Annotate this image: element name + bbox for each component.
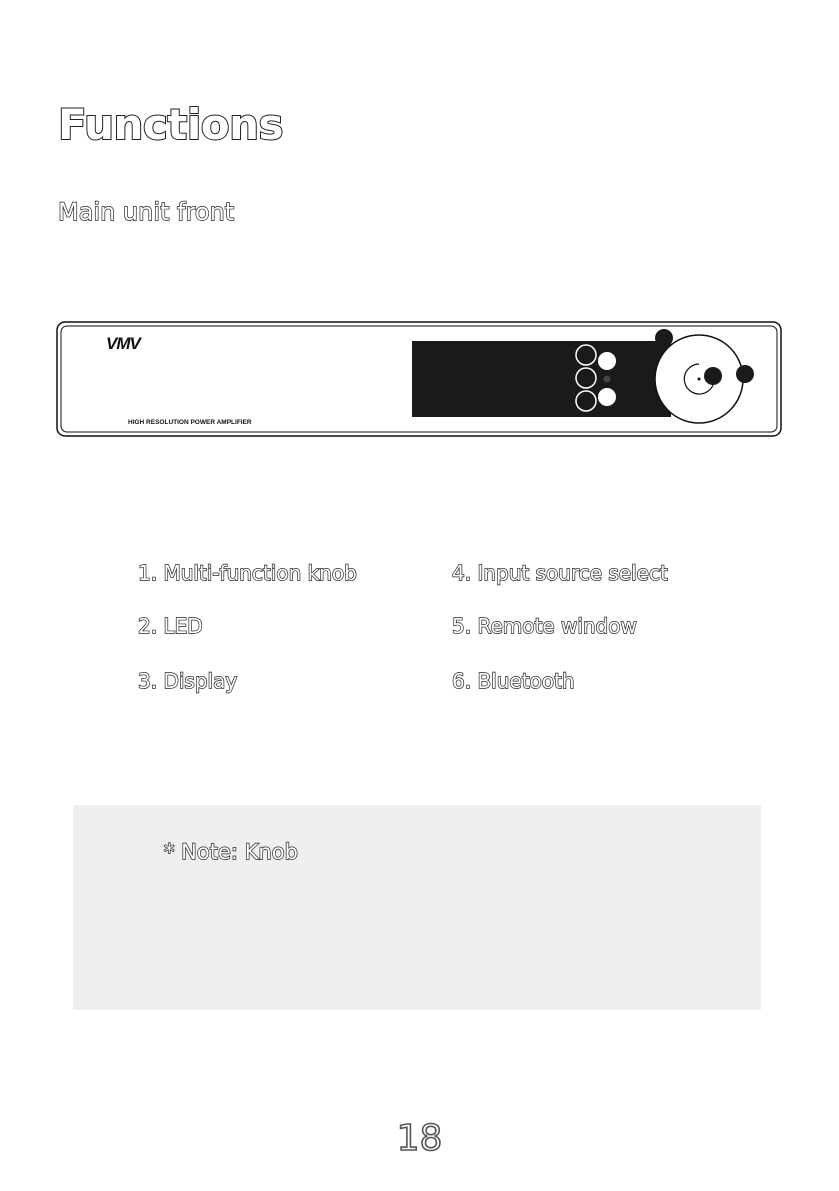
page-title: Functions [58,100,284,149]
callout-marker-6 [736,365,754,383]
function-item-3: 3. Display [138,669,238,693]
callout-marker-1 [704,367,722,385]
function-item-1: 1. Multi-function knob [138,561,357,585]
brand-logo: VMV [106,334,140,353]
callout-marker-5 [598,388,616,406]
amplifier-front-illustration [56,321,782,437]
section-subtitle: Main unit front [58,198,235,226]
input-source-button-1 [576,345,596,365]
note-panel [73,805,761,1010]
function-item-5: 5. Remote window [452,614,637,638]
input-source-button-3 [576,391,596,411]
input-source-button-2 [576,368,596,388]
callout-marker-2 [655,329,673,347]
function-item-2: 2. LED [138,614,203,638]
page-number: 18 [396,1118,443,1159]
display-panel [412,341,671,417]
note-text: * Note: Knob [164,840,298,864]
device-caption: HIGH RESOLUTION POWER AMPLIFIER [128,419,252,426]
function-item-6: 6. Bluetooth [452,669,575,693]
function-item-4: 4. Input source select [452,561,668,585]
callout-marker-4 [598,352,616,370]
knob-center-dot [698,378,701,381]
led-indicator [604,376,611,383]
